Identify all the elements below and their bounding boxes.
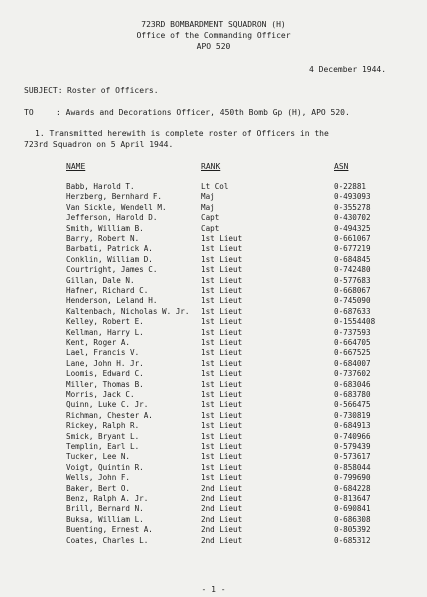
table-row — [0, 452, 427, 462]
officer-name: Conklin, William D. — [66, 254, 153, 264]
officer-asn: 0-355278 — [334, 202, 371, 212]
paragraph-line-1: 1. Transmitted herewith is complete roster of Officers in the — [35, 129, 329, 138]
table-row — [0, 359, 427, 369]
officer-asn: 0-684913 — [334, 421, 371, 431]
table-row — [0, 307, 427, 317]
officer-name: Wells, John F. — [66, 473, 131, 483]
officer-asn: 0-684845 — [334, 254, 371, 264]
officer-rank: 1st Lieut — [201, 442, 243, 451]
officer-name: Lael, Francis V. — [66, 348, 140, 358]
officer-asn: 0-667525 — [334, 348, 371, 358]
officer-rank: 1st Lieut — [201, 410, 243, 420]
officer-name: Henderson, Leland H. — [66, 296, 158, 306]
officer-name: Morris, Jack C. — [66, 390, 135, 399]
officer-name: Kaltenbach, Nicholas W. Jr. — [66, 306, 190, 316]
officer-rank: 1st Lieut — [201, 462, 243, 472]
officer-rank: 1st Lieut — [201, 317, 243, 327]
table-row — [0, 504, 427, 514]
officer-asn: 0-661067 — [334, 234, 371, 243]
officer-asn: 0-573617 — [334, 452, 371, 462]
table-row — [0, 390, 427, 400]
officer-rank: 1st Lieut — [201, 286, 243, 295]
officer-asn: 0-687633 — [334, 306, 371, 316]
officer-name: Kellman, Harry L. — [66, 327, 144, 337]
officer-rank: Capt — [201, 223, 220, 233]
officer-rank: 2nd Lieut — [201, 483, 243, 493]
column-header-name: NAME — [66, 162, 86, 171]
officer-name: Coates, Charles L. — [66, 535, 149, 545]
officer-rank: 1st Lieut — [201, 390, 243, 399]
officer-name: Brill, Bernard N. — [66, 504, 144, 514]
officer-asn: 0-685312 — [334, 535, 371, 545]
table-row — [0, 484, 427, 494]
apo-line: APO 520 — [196, 42, 231, 51]
officer-asn: 0-683046 — [334, 379, 371, 389]
officer-asn: 0-579439 — [334, 442, 371, 451]
officer-rank: Lt Col — [201, 182, 229, 191]
column-header-rank: RANK — [201, 162, 221, 171]
officer-asn: 0-22881 — [334, 182, 367, 191]
officer-name: Baker, Bert O. — [66, 483, 131, 493]
table-row — [0, 338, 427, 348]
officer-asn: 0-737593 — [334, 327, 371, 337]
officer-rank: 2nd Lieut — [201, 514, 243, 524]
table-row — [0, 494, 427, 504]
table-row — [0, 525, 427, 535]
officer-rank: 1st Lieut — [201, 369, 243, 379]
office-title: Office of the Commanding Officer — [136, 31, 291, 40]
document-date: 4 December 1944. — [309, 65, 387, 74]
officer-asn: 0-805392 — [334, 525, 371, 535]
column-header-asn: ASN — [334, 162, 349, 171]
table-row — [0, 400, 427, 410]
officer-rank: 1st Lieut — [201, 358, 243, 368]
table-row — [0, 317, 427, 327]
officer-name: Barbati, Patrick A. — [66, 244, 153, 254]
table-row — [0, 244, 427, 254]
officer-asn: 0-858044 — [334, 462, 371, 472]
officer-rank: 1st Lieut — [201, 306, 243, 316]
officer-name: Benz, Ralph A. Jr. — [66, 494, 149, 503]
table-row — [0, 328, 427, 338]
to-label: TO — [24, 108, 34, 117]
officer-asn: 0-740966 — [334, 431, 371, 441]
officer-rank: 1st Lieut — [201, 296, 243, 306]
officer-name: Courtright, James C. — [66, 265, 158, 275]
table-row — [0, 442, 427, 452]
officer-rank: 1st Lieut — [201, 234, 243, 243]
officer-rank: 2nd Lieut — [201, 525, 243, 535]
table-row — [0, 203, 427, 213]
officer-asn: 0-684007 — [334, 358, 371, 368]
officer-asn: 0-745090 — [334, 296, 371, 306]
officer-rank: 1st Lieut — [201, 431, 243, 441]
officer-rank: 2nd Lieut — [201, 535, 243, 545]
table-row — [0, 380, 427, 390]
officer-rank: 1st Lieut — [201, 473, 243, 483]
page-number: - 1 - — [201, 585, 226, 594]
officer-rank: 1st Lieut — [201, 327, 243, 337]
officer-name: Buenting, Ernest A. — [66, 525, 153, 535]
officer-rank: Capt — [201, 213, 220, 223]
officer-rank: 2nd Lieut — [201, 494, 243, 503]
officer-asn: 0-493093 — [334, 192, 371, 202]
officer-name: Tucker, Lee N. — [66, 452, 131, 462]
officer-rank: Maj — [201, 202, 215, 212]
table-row — [0, 234, 427, 244]
officer-rank: 1st Lieut — [201, 265, 243, 275]
officer-name: Gillan, Dale N. — [66, 275, 135, 285]
officer-asn: 0-690841 — [334, 504, 371, 514]
officer-asn: 0-668067 — [334, 286, 371, 295]
officer-name: Barry, Robert N. — [66, 234, 140, 243]
officer-rank: 1st Lieut — [201, 400, 243, 410]
table-row — [0, 411, 427, 421]
officer-name: Kelley, Robert E. — [66, 317, 144, 327]
to-text: : Awards and Decorations Officer, 450th Bomb Gp (H), APO 520. — [56, 108, 350, 117]
table-row — [0, 286, 427, 296]
table-row — [0, 515, 427, 525]
officer-name: Smith, William B. — [66, 223, 144, 233]
unit-title: 723RD BOMBARDMENT SQUADRON (H) — [141, 20, 286, 29]
officer-asn: 0-683780 — [334, 390, 371, 399]
table-row — [0, 473, 427, 483]
officer-asn: 0-430702 — [334, 213, 371, 223]
table-row — [0, 182, 427, 192]
officer-rank: 1st Lieut — [201, 348, 243, 358]
officer-asn: 0-686308 — [334, 514, 371, 524]
officer-name: Lane, John H. Jr. — [66, 358, 144, 368]
officer-rank: Maj — [201, 192, 215, 202]
officer-rank: 1st Lieut — [201, 254, 243, 264]
officer-name: Richman, Chester A. — [66, 410, 153, 420]
table-row — [0, 224, 427, 234]
officer-asn: 0-799690 — [334, 473, 371, 483]
table-row — [0, 369, 427, 379]
table-row — [0, 265, 427, 275]
officer-asn: 0-494325 — [334, 223, 371, 233]
officer-rank: 1st Lieut — [201, 452, 243, 462]
table-row — [0, 421, 427, 431]
officer-name: Kent, Roger A. — [66, 338, 131, 347]
officer-asn: 0-677219 — [334, 244, 371, 254]
officer-rank: 1st Lieut — [201, 421, 243, 431]
officer-rank: 1st Lieut — [201, 379, 243, 389]
officer-name: Buksa, William L. — [66, 514, 144, 524]
officer-name: Quinn, Luke C. Jr. — [66, 400, 149, 410]
officer-asn: 0-813647 — [334, 494, 371, 503]
officer-asn: 0-742480 — [334, 265, 371, 275]
table-row — [0, 255, 427, 265]
officer-name: Herzberg, Bernhard F. — [66, 192, 163, 202]
officer-name: Smick, Bryant L. — [66, 431, 140, 441]
officer-rank: 1st Lieut — [201, 244, 243, 254]
table-row — [0, 348, 427, 358]
officer-name: Babb, Harold T. — [66, 182, 135, 191]
officer-rank: 1st Lieut — [201, 275, 243, 285]
officer-asn: 0-1554408 — [334, 317, 376, 327]
officer-asn: 0-730819 — [334, 410, 371, 420]
officer-rank: 1st Lieut — [201, 338, 243, 347]
subject-label: SUBJECT: — [24, 86, 63, 95]
officer-asn: 0-684228 — [334, 483, 371, 493]
table-row — [0, 213, 427, 223]
officer-name: Hafner, Richard C. — [66, 286, 149, 295]
officer-name: Jefferson, Harold D. — [66, 213, 158, 223]
officer-rank: 2nd Lieut — [201, 504, 243, 514]
subject-text: Roster of Officers. — [67, 86, 159, 95]
officer-name: Rickey, Ralph R. — [66, 421, 140, 431]
officer-name: Miller, Thomas B. — [66, 379, 144, 389]
officer-name: Loomis, Edward C. — [66, 369, 144, 379]
table-row — [0, 463, 427, 473]
table-row — [0, 296, 427, 306]
officer-name: Voigt, Quintin R. — [66, 462, 144, 472]
officer-name: Templin, Earl L. — [66, 442, 140, 451]
table-row — [0, 192, 427, 202]
table-row — [0, 432, 427, 442]
officer-asn: 0-664705 — [334, 338, 371, 347]
table-row — [0, 276, 427, 286]
table-row — [0, 536, 427, 546]
officer-asn: 0-737602 — [334, 369, 371, 379]
paragraph-line-2: 723rd Squadron on 5 April 1944. — [24, 140, 174, 149]
officer-asn: 0-566475 — [334, 400, 371, 410]
officer-asn: 0-577683 — [334, 275, 371, 285]
officer-name: Van Sickle, Wendell M. — [66, 202, 167, 212]
